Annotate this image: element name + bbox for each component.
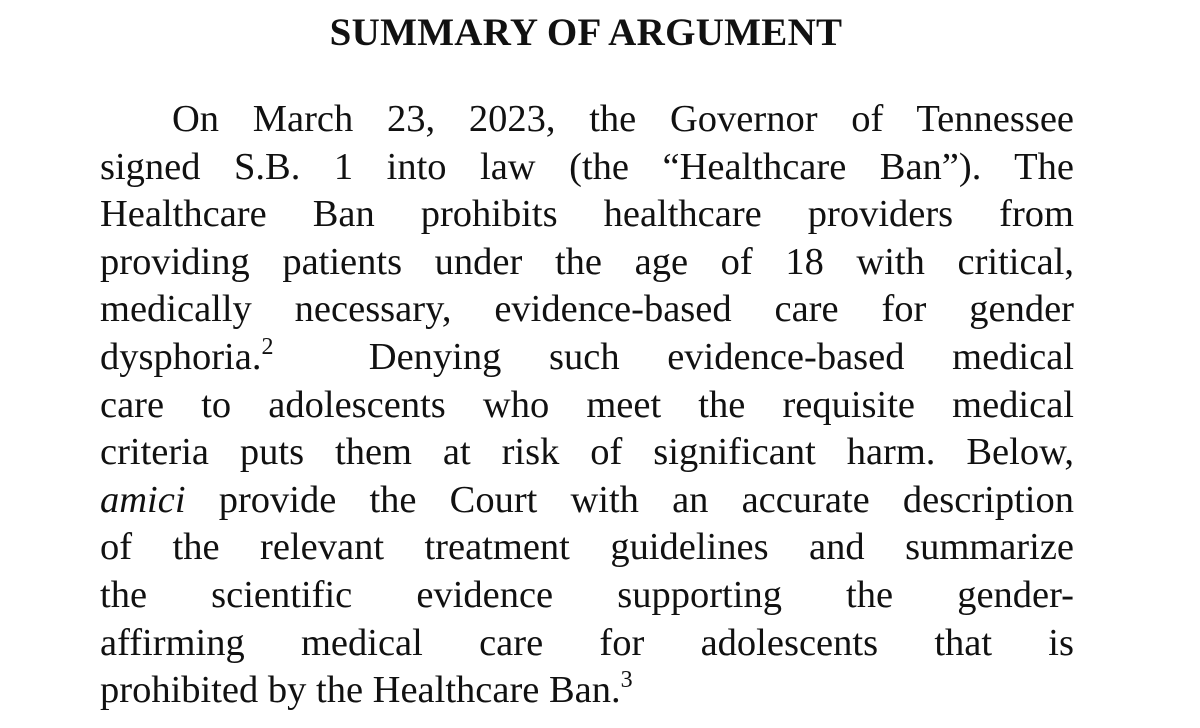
line-text: prohibited by the Healthcare Ban. [100, 669, 621, 712]
paragraph-line-with-footnote [100, 667, 1074, 715]
paragraph-line: On March 23, 2023, the Governor of Tennessee [172, 98, 1074, 140]
paragraph-line: criteria puts them at risk of significant harm. Below, [100, 431, 1074, 474]
footnote-ref-2[interactable]: 2 [261, 333, 274, 360]
line-text: provide the Court with an accurate description [185, 478, 1074, 521]
paragraph-line-with-italic [100, 477, 1074, 525]
paragraph-line: providing patients under the age of 18 with critical, [100, 240, 1074, 283]
paragraph-line: care to adolescents who meet the requisite medical [100, 383, 1074, 426]
line-text: dysphoria. [100, 335, 262, 378]
paragraph-line: signed S.B. 1 into law (the “Healthcare Ban”). The [100, 145, 1074, 188]
paragraph-line: Healthcare Ban prohibits healthcare providers from [100, 193, 1074, 236]
footnote-ref-3[interactable]: 3 [620, 667, 633, 694]
italic-term-amici: amici [100, 478, 186, 521]
paragraph-line: medically necessary, evidence-based care for gender [100, 288, 1074, 331]
paragraph-line: affirming medical care for adolescents that is [100, 621, 1074, 664]
section-heading: SUMMARY OF ARGUMENT [329, 11, 843, 54]
paragraph-line: the scientific evidence supporting the gender- [100, 573, 1074, 616]
paragraph-line-with-footnote [100, 334, 1074, 382]
argument-paragraph [100, 96, 1074, 715]
line-text: Denying such evidence-based medical [273, 335, 1074, 378]
paragraph-line: of the relevant treatment guidelines and summarize [100, 526, 1074, 569]
